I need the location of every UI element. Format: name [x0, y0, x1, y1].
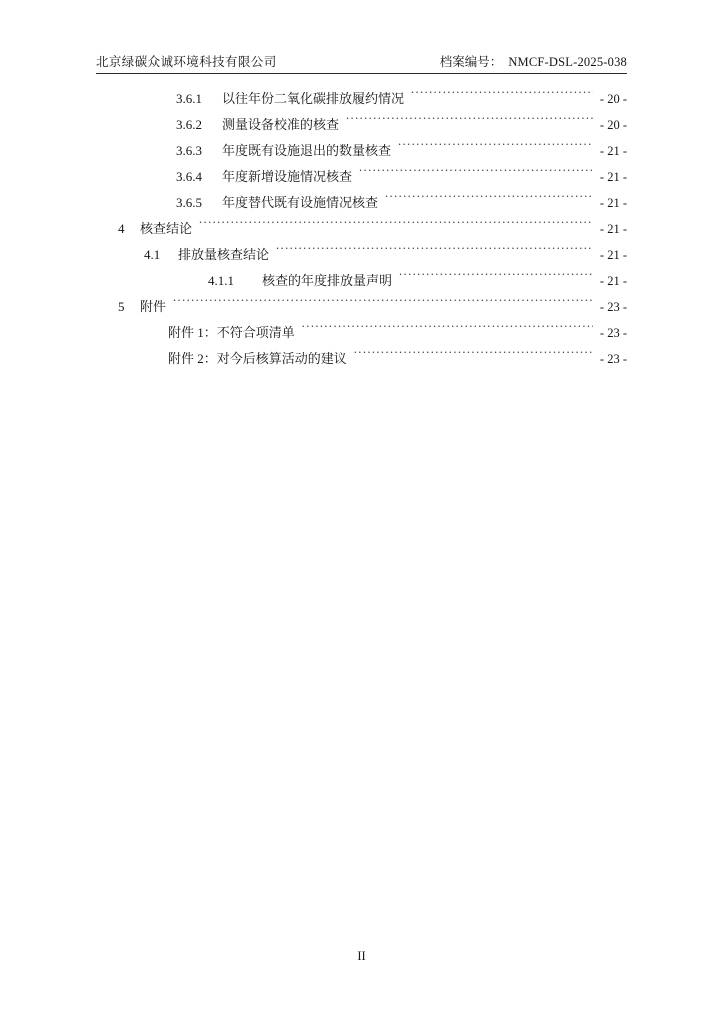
- toc-entry-number: 3.6.3: [176, 143, 202, 158]
- header-company-name: 北京绿碳众诚环境科技有限公司: [96, 55, 277, 69]
- toc-leader-dots: [354, 350, 593, 363]
- toc-leader-dots: [276, 246, 593, 259]
- toc-entry-title: 排放量核查结论: [178, 247, 270, 262]
- toc-entry-title: 核查的年度排放量声明: [262, 273, 393, 288]
- toc-entry-title: 以往年份二氧化碳排放履约情况: [222, 91, 405, 106]
- table-of-contents: [96, 86, 627, 372]
- toc-entry[interactable]: [96, 268, 627, 294]
- toc-leader-dots: [399, 272, 593, 285]
- toc-entry-page: - 21 -: [599, 222, 627, 236]
- toc-entry[interactable]: [96, 216, 627, 242]
- toc-entry-title: 核查结论: [140, 221, 193, 236]
- toc-entry[interactable]: [96, 320, 627, 346]
- toc-entry[interactable]: [96, 138, 627, 164]
- toc-entry[interactable]: [96, 242, 627, 268]
- toc-entry-page: - 21 -: [599, 170, 627, 184]
- toc-entry-page: - 20 -: [599, 92, 627, 106]
- toc-entry[interactable]: [96, 294, 627, 320]
- toc-entry[interactable]: [96, 86, 627, 112]
- toc-entry-title: 年度既有设施退出的数量核查: [222, 143, 392, 158]
- toc-entry-title: 测量设备校准的核查: [222, 117, 340, 132]
- toc-entry-page: - 23 -: [599, 326, 627, 340]
- toc-entry-page: - 21 -: [599, 196, 627, 210]
- toc-entry-page: - 21 -: [599, 274, 627, 288]
- toc-entry[interactable]: [96, 112, 627, 138]
- header-archive-label: 档案编号：: [439, 55, 503, 69]
- toc-leader-dots: [346, 116, 593, 129]
- toc-entry-title: 附件 2：对今后核算活动的建议: [168, 351, 347, 366]
- toc-entry-page: - 23 -: [599, 352, 627, 366]
- toc-entry-title: 附件: [140, 299, 167, 314]
- toc-entry-title: 年度替代既有设施情况核查: [222, 195, 379, 210]
- toc-entry-number: 4.1: [144, 247, 161, 262]
- toc-entry-page: - 23 -: [599, 300, 627, 314]
- toc-entry-page: - 21 -: [599, 248, 627, 262]
- toc-entry-page: - 20 -: [599, 118, 627, 132]
- toc-leader-dots: [359, 168, 593, 181]
- toc-leader-dots: [199, 220, 593, 233]
- toc-entry-number: 4.1.1: [208, 273, 234, 288]
- toc-entry-title: 附件 1：不符合项清单: [168, 325, 295, 340]
- toc-leader-dots: [173, 298, 593, 311]
- page-number: II: [357, 949, 366, 963]
- toc-entry-page: - 21 -: [599, 144, 627, 158]
- toc-entry-number: 3.6.1: [176, 91, 202, 106]
- page-footer: [0, 949, 723, 964]
- toc-leader-dots: [411, 90, 593, 103]
- toc-leader-dots: [302, 324, 593, 337]
- toc-entry-number: 4: [118, 221, 125, 236]
- page-header: [96, 44, 627, 74]
- toc-entry[interactable]: [96, 164, 627, 190]
- header-archive: [440, 52, 627, 70]
- toc-entry-number: 3.6.2: [176, 117, 202, 132]
- toc-entry-title: 年度新增设施情况核查: [222, 169, 353, 184]
- toc-entry-number: 3.6.4: [176, 169, 202, 184]
- header-archive-code: NMCF-DSL-2025-038: [508, 55, 627, 69]
- toc-entry-number: 3.6.5: [176, 195, 202, 210]
- toc-leader-dots: [398, 142, 593, 155]
- toc-leader-dots: [385, 194, 593, 207]
- toc-entry[interactable]: [96, 190, 627, 216]
- toc-entry[interactable]: [96, 346, 627, 372]
- toc-entry-number: 5: [118, 299, 125, 314]
